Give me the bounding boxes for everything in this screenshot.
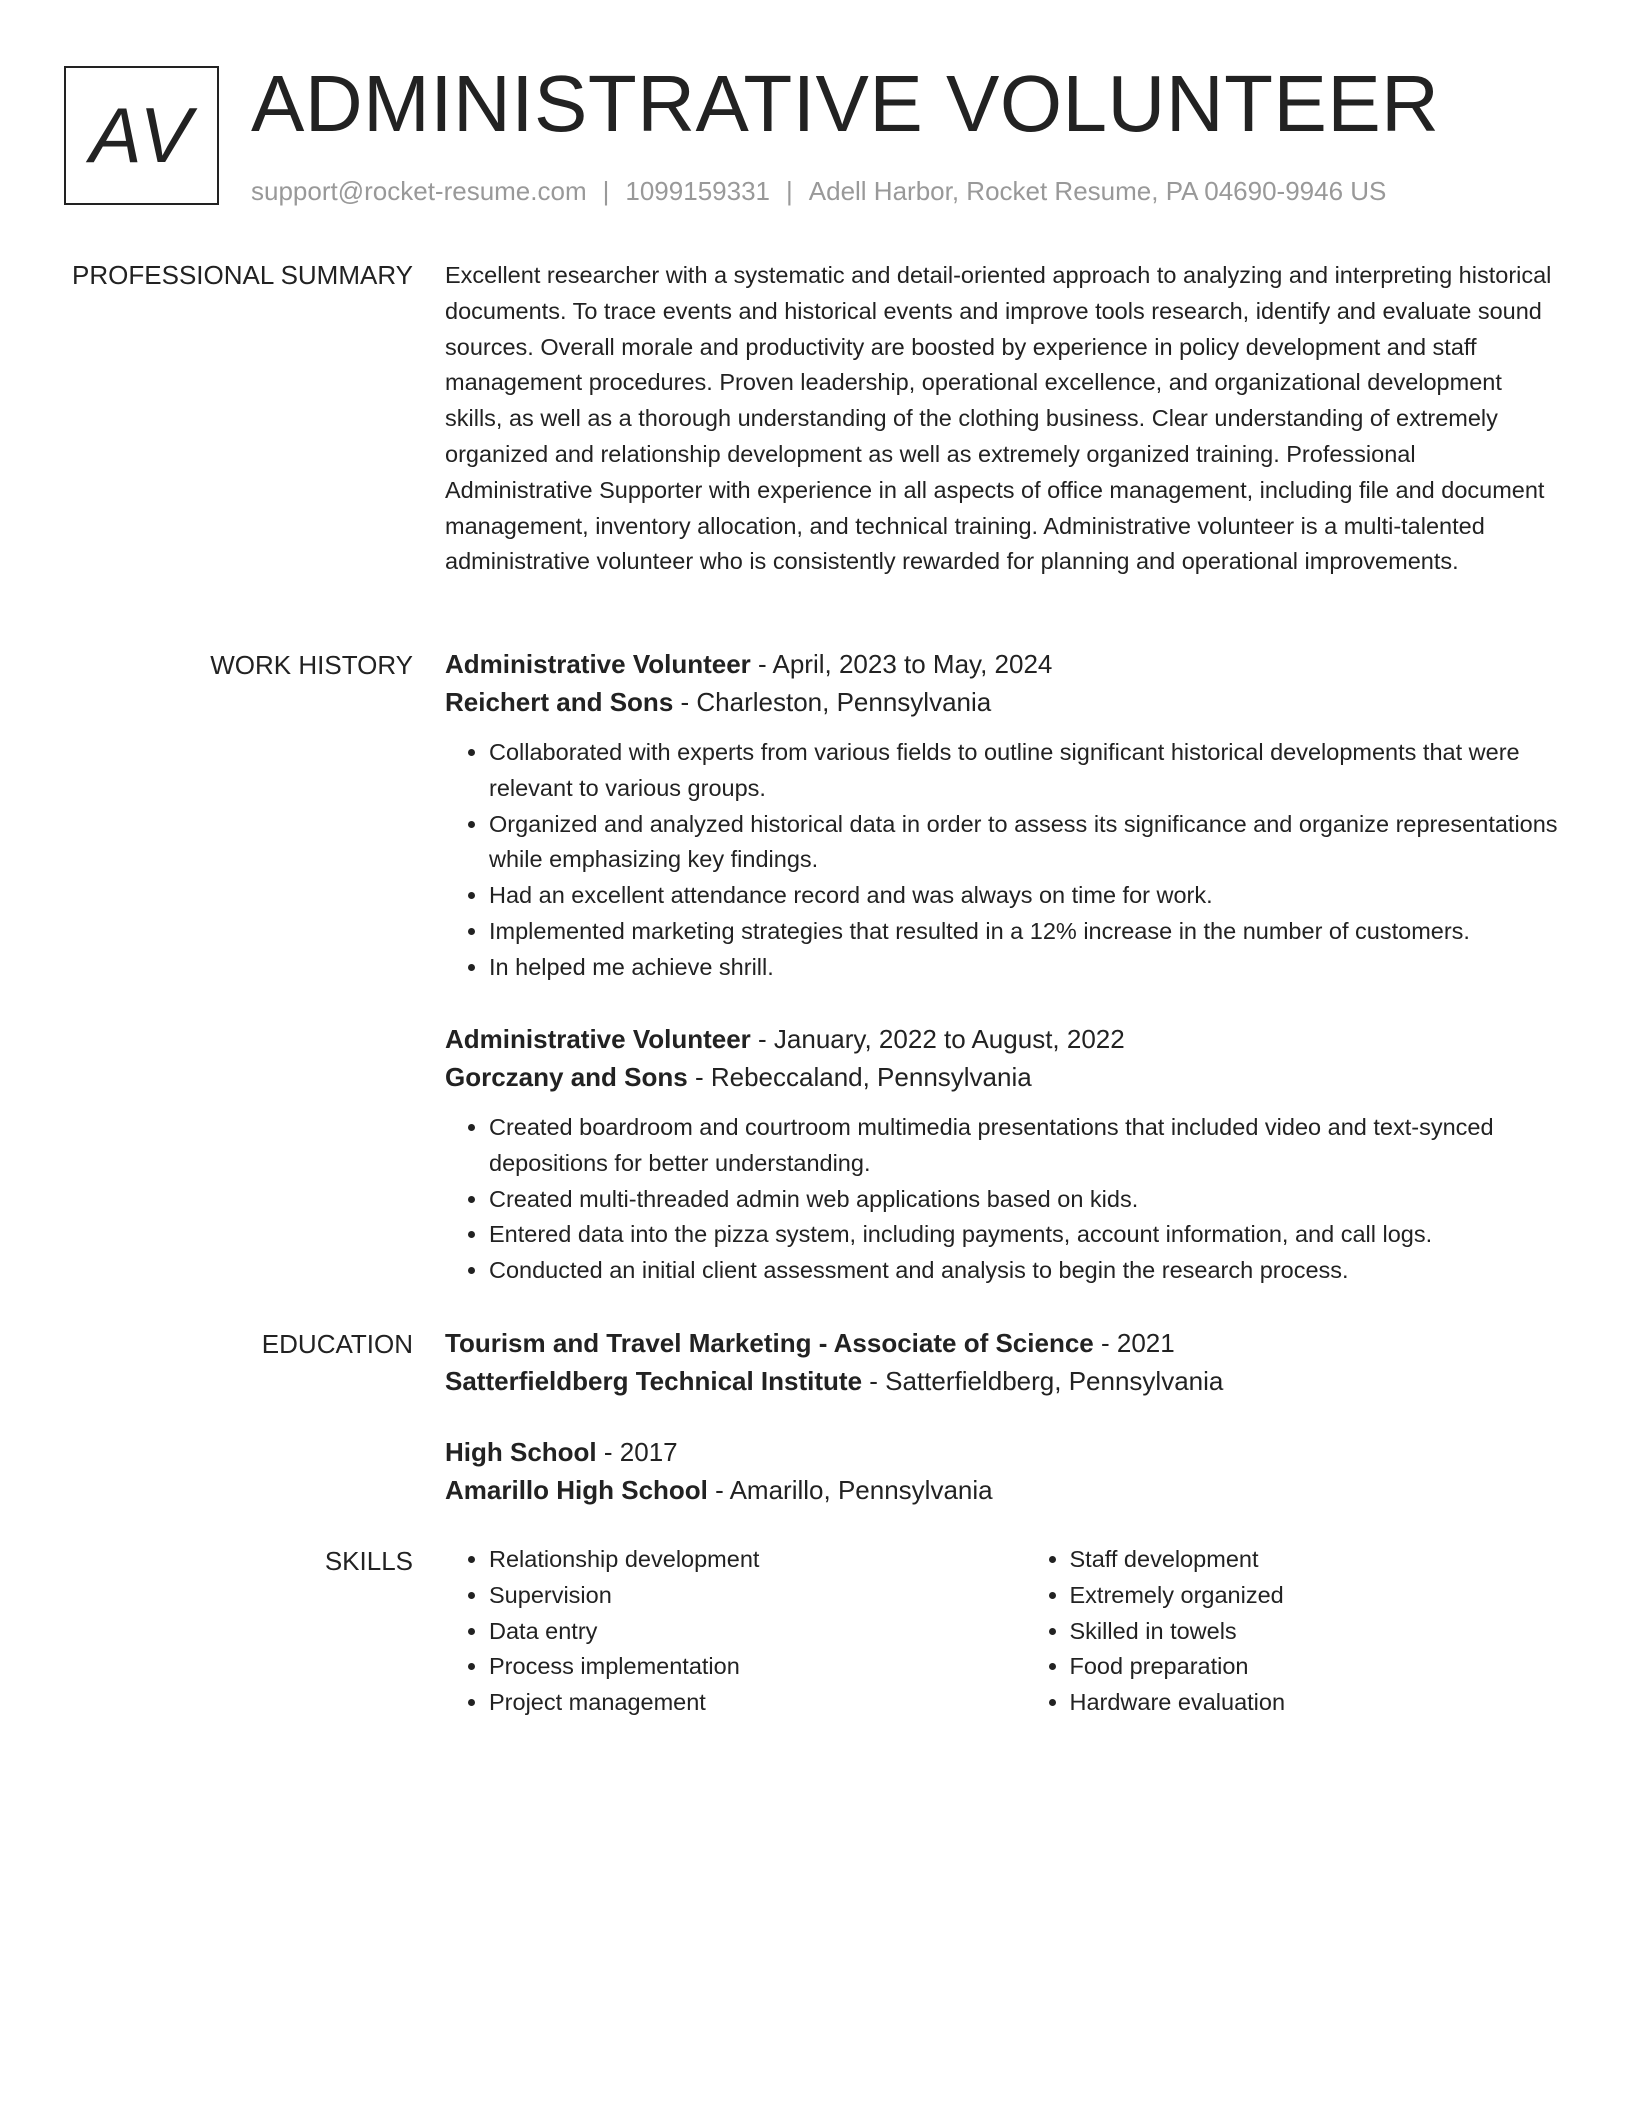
degree-line bbox=[445, 1433, 1560, 1471]
section-label-work-history: WORK HISTORY bbox=[210, 650, 413, 680]
school-name: Satterfieldberg Technical Institute bbox=[445, 1366, 863, 1396]
employer-name: Gorczany and Sons bbox=[445, 1062, 688, 1092]
skill-item: • Skilled in towels bbox=[1070, 1614, 1561, 1650]
job-bullet: • Implemented marketing strategies that resulted in a 12% increase in the number of customers. bbox=[489, 914, 1560, 950]
job-title: Administrative Volunteer bbox=[445, 1024, 751, 1054]
employer-line bbox=[445, 683, 1560, 721]
school-line bbox=[445, 1362, 1560, 1400]
job-bullet: • Conducted an initial client assessment and analysis to begin the research process. bbox=[489, 1253, 1560, 1289]
skill-item: • Relationship development bbox=[489, 1542, 980, 1578]
skills-section bbox=[445, 1542, 1560, 1721]
job-dates: - January, 2022 to August, 2022 bbox=[750, 1024, 1125, 1054]
degree-name: High School bbox=[445, 1437, 597, 1467]
section-label-skills: SKILLS bbox=[324, 1546, 413, 1576]
education-entry bbox=[445, 1324, 1560, 1400]
job-bullets bbox=[445, 735, 1560, 986]
school-line bbox=[445, 1471, 1560, 1509]
employer-location: - Rebeccaland, Pennsylvania bbox=[687, 1062, 1032, 1092]
skill-item: • Project management bbox=[489, 1685, 980, 1721]
contact-line bbox=[251, 174, 1386, 208]
school-location: - Satterfieldberg, Pennsylvania bbox=[862, 1366, 1224, 1396]
skill-item: • Data entry bbox=[489, 1614, 980, 1650]
employer-name: Reichert and Sons bbox=[445, 687, 674, 717]
section-label-summary: PROFESSIONAL SUMMARY bbox=[72, 260, 413, 290]
skills-list-left bbox=[445, 1542, 980, 1721]
candidate-name: ADMINISTRATIVE VOLUNTEER bbox=[251, 59, 1440, 148]
job-bullet: • Had an excellent attendance record and was always on time for work. bbox=[489, 878, 1560, 914]
address-text: Adell Harbor, Rocket Resume, PA 04690-9946 US bbox=[808, 176, 1387, 206]
education-entry bbox=[445, 1433, 1560, 1509]
job-title-line bbox=[445, 1020, 1560, 1058]
contact-separator: | bbox=[602, 176, 610, 206]
job-bullet: • Entered data into the pizza system, including payments, account information, and call logs. bbox=[489, 1217, 1560, 1253]
summary-section bbox=[445, 258, 1560, 580]
skill-item: • Extremely organized bbox=[1070, 1578, 1561, 1614]
employer-location: - Charleston, Pennsylvania bbox=[673, 687, 992, 717]
school-location: - Amarillo, Pennsylvania bbox=[707, 1475, 993, 1505]
job-bullet: • In helped me achieve shrill. bbox=[489, 950, 1560, 986]
skill-item: • Staff development bbox=[1070, 1542, 1561, 1578]
job-bullets bbox=[445, 1110, 1560, 1289]
degree-year: - 2017 bbox=[596, 1437, 678, 1467]
job-title: Administrative Volunteer bbox=[445, 649, 751, 679]
skill-item: • Food preparation bbox=[1070, 1649, 1561, 1685]
email-text: support@rocket-resume.com bbox=[251, 176, 587, 206]
job-entry bbox=[445, 1020, 1560, 1289]
degree-line bbox=[445, 1324, 1560, 1362]
skill-item: • Process implementation bbox=[489, 1649, 980, 1685]
job-bullet: • Created multi-threaded admin web applications based on kids. bbox=[489, 1182, 1560, 1218]
job-bullet: • Organized and analyzed historical data in order to assess its significance and organize representations while emphasizing key findings. bbox=[489, 807, 1560, 879]
skills-list-right bbox=[980, 1542, 1561, 1721]
job-bullet: • Collaborated with experts from various fields to outline significant historical developments that were relevant to various groups. bbox=[489, 735, 1560, 807]
job-dates: - April, 2023 to May, 2024 bbox=[750, 649, 1053, 679]
initials-monogram: AV bbox=[64, 66, 219, 205]
skill-item: • Supervision bbox=[489, 1578, 980, 1614]
job-bullet: • Created boardroom and courtroom multimedia presentations that included video and text-synced depositions for better understanding. bbox=[489, 1110, 1560, 1182]
job-title-line bbox=[445, 645, 1560, 683]
job-entry bbox=[445, 645, 1560, 986]
degree-name: Tourism and Travel Marketing - Associate of Science bbox=[445, 1328, 1094, 1358]
summary-text: Excellent researcher with a systematic and detail-oriented approach to analyzing and interpreting historical documents. To trace events and historical events and improve tools research, identify and evaluate sound sources. Overall morale and productivity are boosted by experience in policy development and staff management procedures. Proven leadership, operational excellence, and organizational development skills, as well as a thorough understanding of the clothing business. Clear understanding of extremely organized and relationship development as well as extremely organized training. Professional Administrative Supporter with experience in all aspects of office management, including file and document management, inventory allocation, and technical training. Administrative volunteer is a multi-talented administrative volunteer who is consistently rewarded for planning and operational improvements. bbox=[445, 262, 1552, 575]
skill-item: • Hardware evaluation bbox=[1070, 1685, 1561, 1721]
phone-text: 1099159331 bbox=[625, 176, 770, 206]
contact-separator: | bbox=[786, 176, 793, 206]
school-name: Amarillo High School bbox=[445, 1475, 708, 1505]
section-label-education: EDUCATION bbox=[261, 1329, 413, 1359]
employer-line bbox=[445, 1058, 1560, 1096]
degree-year: - 2021 bbox=[1093, 1328, 1175, 1358]
